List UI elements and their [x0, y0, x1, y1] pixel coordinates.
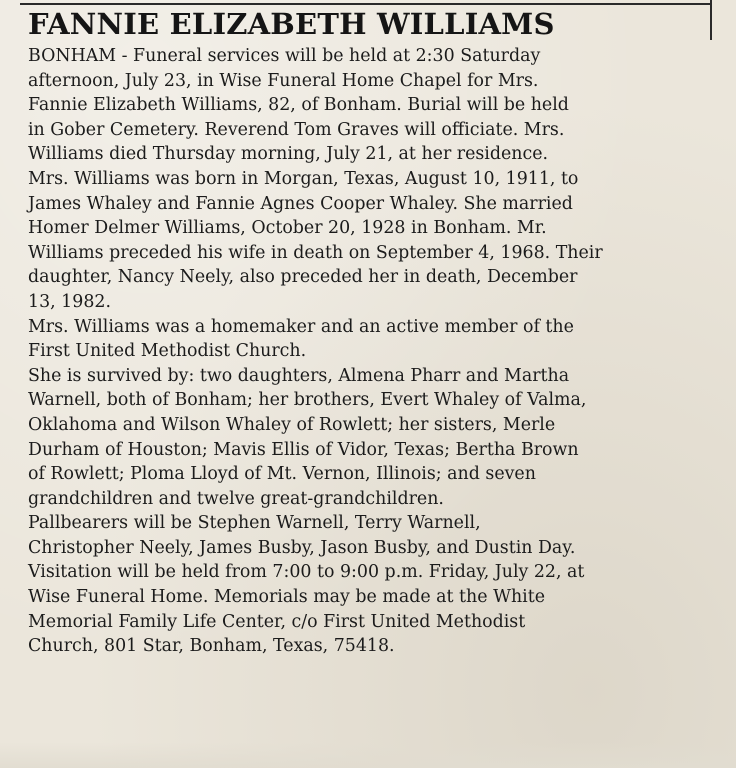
text-line: Williams preceded his wife in death on September 4, 1968. Their	[28, 242, 603, 263]
paragraph-visitation	[28, 560, 728, 658]
text-line: Christopher Neely, James Busby, Jason Busby, and Dustin Day.	[28, 537, 576, 558]
obituary-headline: FANNIE ELIZABETH WILLIAMS	[28, 7, 555, 41]
top-rule-divider	[20, 3, 710, 5]
paragraph-church	[28, 315, 728, 364]
text-line: Memorial Family Life Center, c/o First United Methodist	[28, 611, 526, 632]
text-line: daughter, Nancy Neely, also preceded her in death, December	[28, 267, 578, 288]
text-line: Visitation will be held from 7:00 to 9:00 p.m. Friday, July 22, at	[28, 562, 585, 583]
text-line: Pallbearers will be Stephen Warnell, Terry Warnell,	[28, 513, 481, 534]
paragraph-survivors	[28, 364, 728, 512]
text-line: Homer Delmer Williams, October 20, 1928 in Bonham. Mr.	[28, 218, 547, 239]
text-line: afternoon, July 23, in Wise Funeral Home Chapel for Mrs.	[28, 70, 539, 91]
text-line: James Whaley and Fannie Agnes Cooper Whaley. She married	[28, 193, 573, 214]
text-line: in Gober Cemetery. Reverend Tom Graves will officiate. Mrs.	[28, 119, 565, 140]
text-line: Church, 801 Star, Bonham, Texas, 75418.	[28, 636, 395, 657]
text-line: Fannie Elizabeth Williams, 82, of Bonham. Burial will be held	[28, 95, 569, 116]
text-line: Mrs. Williams was born in Morgan, Texas, August 10, 1911, to	[28, 168, 579, 189]
paragraph-services	[28, 44, 728, 167]
text-line: Warnell, both of Bonham; her brothers, Evert Whaley of Valma,	[28, 390, 587, 411]
paragraph-pallbearers	[28, 511, 728, 560]
text-line: grandchildren and twelve great-grandchildren.	[28, 488, 444, 509]
text-line: Mrs. Williams was a homemaker and an active member of the	[28, 316, 574, 337]
text-line: First United Methodist Church.	[28, 341, 307, 362]
text-line: Oklahoma and Wilson Whaley of Rowlett; her sisters, Merle	[28, 414, 556, 435]
text-line: Williams died Thursday morning, July 21, at her residence.	[28, 144, 549, 165]
text-line: 13, 1982.	[28, 291, 111, 312]
text-line: BONHAM - Funeral services will be held at 2:30 Saturday	[28, 46, 541, 66]
column-rule-divider	[710, 0, 736, 40]
bottom-page-edge	[0, 742, 736, 768]
paragraph-biography	[28, 167, 728, 315]
text-line: Wise Funeral Home. Memorials may be made at the White	[28, 587, 545, 608]
text-line: Durham of Houston; Mavis Ellis of Vidor, Texas; Bertha Brown	[28, 439, 579, 460]
text-line: She is survived by: two daughters, Almena Pharr and Martha	[28, 365, 570, 386]
obituary-body	[28, 44, 728, 659]
text-line: of Rowlett; Ploma Lloyd of Mt. Vernon, Illinois; and seven	[28, 464, 536, 485]
